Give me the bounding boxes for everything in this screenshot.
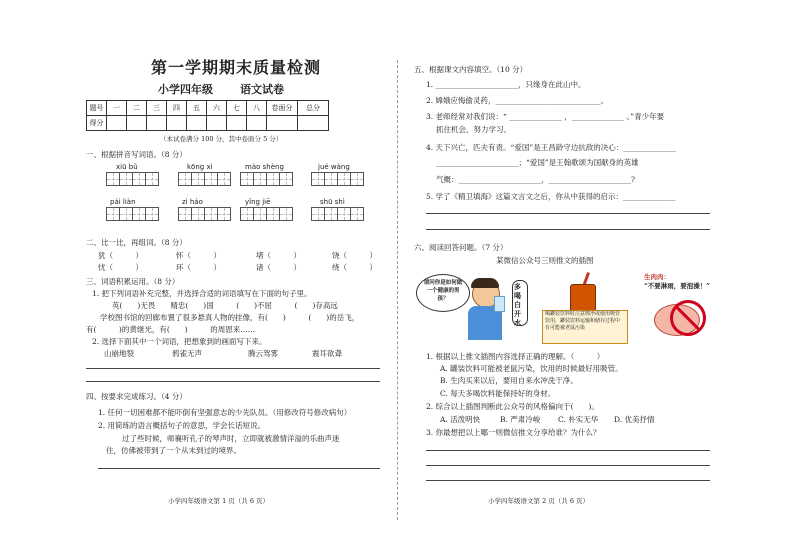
score-header-cell: 卷面分 <box>267 101 298 116</box>
score-cell[interactable] <box>247 116 267 131</box>
q3-line1: 学校图书馆的回廊布置了很多悬真人物的挂像，有( ) ( )的岳飞， <box>100 313 360 322</box>
q4-paragraph: 过了些时候，师襄听孔子的琴声时，立即就被激情洋溢的乐曲声迷 <box>122 434 340 443</box>
q5-line: 5. 学了《精卫填海》这篇文言文之后，你从中获得的启示：______________ <box>426 192 676 201</box>
q4-sub1: 1. 任何一切困难都不能吓倒有坚强意志的少先队员。（用修改符号修改病句） <box>98 408 352 417</box>
score-cell[interactable] <box>107 116 127 131</box>
q5-line: 3. 老师经常对我们说：“ ______________ ，______________ 。”青少年要 <box>426 112 665 121</box>
compare-item: 堵（ ） <box>256 251 301 260</box>
q6-option: D. 优美抒情 <box>614 415 655 424</box>
writing-grid[interactable] <box>178 172 230 186</box>
score-header-cell: 六 <box>207 101 227 116</box>
q6-option: B. 生肉买来以后，要用自来水冲洗干净。 <box>440 376 578 385</box>
pinyin-label: zì háo <box>182 198 203 206</box>
score-header-cell: 七 <box>227 101 247 116</box>
exam-note: （本试卷满分 100 分，其中卷面分 5 分） <box>160 135 283 143</box>
pinyin-label: shū shì <box>320 198 345 206</box>
page-footer: 小学四年级语文第 1 页（共 6 页） <box>168 497 270 505</box>
writing-grid[interactable] <box>178 207 230 221</box>
score-header-cell: 一 <box>107 101 127 116</box>
exam-subject: 语文试卷 <box>240 83 284 96</box>
score-cell[interactable] <box>147 116 167 131</box>
compare-item: 饶（ ） <box>332 251 377 260</box>
warning-text: 喝罐装饮料时注意擦净或使用吸管饮用，罐装饮料运输和储存过程中有可能被老鼠污染 <box>545 311 621 331</box>
pinyin-label: xiū bǔ <box>116 163 138 171</box>
illustration-caption: 某微信公众号三则推文的插图 <box>496 256 594 265</box>
pinyin-label: jué wàng <box>318 163 350 171</box>
score-row-label: 得分 <box>87 116 107 131</box>
pinyin-label: yǐng jiē <box>245 198 271 206</box>
answer-line[interactable] <box>426 465 710 466</box>
score-header-cell: 四 <box>167 101 187 116</box>
exam-grade: 小学四年级 <box>158 83 213 96</box>
score-cell[interactable] <box>127 116 147 131</box>
q3-words: 英( )无畏 精忠( )国 ( )不屈 ( )存高远 <box>112 301 338 310</box>
score-cell[interactable] <box>167 116 187 131</box>
q6-option: A. 活泼明快 <box>440 415 481 424</box>
idiom-option: 鸦雀无声 <box>172 349 202 358</box>
writing-grid[interactable] <box>106 207 158 221</box>
compare-item: 犹（ ） <box>98 251 143 260</box>
writing-grid[interactable] <box>311 207 363 221</box>
score-cell[interactable] <box>298 116 329 131</box>
idiom-option: 山崩地裂 <box>104 349 134 358</box>
pinyin-label: mào shèng <box>245 163 284 171</box>
exam-title: 第一学期期末质量检测 <box>151 58 322 77</box>
q6-question: 2. 综合以上插图判断此公众号的风格偏向于( )。 <box>426 402 599 411</box>
answer-line[interactable] <box>426 480 710 481</box>
meat-illustration <box>640 270 716 342</box>
q3-sub2: 2. 选择下面其中一个词语，把想象到的画面写下来。 <box>92 337 267 346</box>
score-header-cell: 二 <box>127 101 147 116</box>
score-header-cell: 八 <box>247 101 267 116</box>
q4-paragraph: 住，仿佛被带到了一个从未到过的境界。 <box>106 446 241 455</box>
boy-hair <box>471 278 499 288</box>
answer-line[interactable] <box>86 368 380 369</box>
writing-grid[interactable] <box>240 207 292 221</box>
q5-line: 抓住机会，努力学习。 <box>436 125 511 134</box>
score-header-cell: 三 <box>147 101 167 116</box>
compare-item: 忧（ ） <box>98 263 143 272</box>
meat-label: 生肉肉： <box>644 273 670 281</box>
q3-title: 三、词语积累运用。（8 分） <box>86 277 180 286</box>
writing-grid[interactable] <box>106 172 158 186</box>
q5-line: 1. ______________________，只缘身在此山中。 <box>426 80 586 89</box>
q5-line: 2. 嫦娥应悔偷灵药，____________________________。 <box>426 96 609 105</box>
q4-title: 四、按要求完成练习。（4 分） <box>86 392 187 401</box>
meat-quote: “不要淋雨，要泡澡！” <box>644 282 710 290</box>
water-glass <box>494 296 505 312</box>
q6-option: C. 朴实无华 <box>558 415 599 424</box>
q3-sub1: 1. 把下列词语补充完整，并选择合适的词语填写在下面的句子里。 <box>92 289 312 298</box>
q4-sub2: 2. 用简练的语言概括句子的意思，学会长话短说。 <box>98 421 266 430</box>
page-divider <box>397 60 398 520</box>
bubble-text: 请问你是如何做一个健康的男孩？ <box>423 280 463 302</box>
answer-line[interactable] <box>98 468 380 469</box>
page-footer: 小学四年级语文第 2 页（共 6 页） <box>488 497 590 505</box>
compare-item: 绕（ ） <box>332 263 377 272</box>
pinyin-label: kōng xì <box>187 163 213 171</box>
water-sign-text: 多喝白开水 <box>514 282 521 327</box>
q6-question: 1. 根据以上推文插图内容选择正确的理解。（ ） <box>426 352 605 361</box>
idiom-option: 腾云驾雾 <box>248 349 278 358</box>
score-header-cell: 总分 <box>298 101 329 116</box>
score-header-cell: 五 <box>187 101 207 116</box>
score-cell[interactable] <box>227 116 247 131</box>
q6-option: C. 每天多喝饮料能保持好的身材。 <box>440 389 556 398</box>
q5-line: ______________________；“爱国”是王翰歌颂为国献身的英雄 <box>436 158 639 167</box>
q5-title: 五、根据课文内容填空。（10 分） <box>414 65 528 74</box>
q1-title: 一、根据拼音写词语。（8 分） <box>86 150 187 159</box>
answer-line[interactable] <box>86 381 380 382</box>
answer-line[interactable] <box>426 229 710 230</box>
score-cell[interactable] <box>267 116 298 131</box>
pinyin-label: pái liàn <box>110 198 136 206</box>
can-illustration <box>540 270 630 342</box>
compare-item: 环（ ） <box>176 263 221 272</box>
q6-title: 六、阅读回答问题。（7 分） <box>414 243 508 252</box>
q6-option: A. 罐装饮料可能被老鼠污染，饮用的时候最好用吸管。 <box>440 364 623 373</box>
boy-illustration <box>416 270 528 342</box>
q6-question: 3. 你最想把以上哪一则微信推文分享给谁？为什么？ <box>426 428 601 437</box>
compare-item: 怀（ ） <box>176 251 221 260</box>
q5-line: 气概：______________________，______________________? <box>436 175 636 184</box>
score-header-cell: 题号 <box>87 101 107 116</box>
q3-line2: 有( )的黄继光，有( ) 的周恩来…… <box>86 325 256 334</box>
q2-title: 二、比一比，再组词。（8 分） <box>86 238 187 247</box>
q6-option: B. 严肃冷峻 <box>500 415 541 424</box>
writing-grid[interactable] <box>311 172 363 186</box>
score-table <box>86 100 329 131</box>
score-cell[interactable] <box>207 116 227 131</box>
q5-line: 4. 天下兴亡，匹夫有责。“爱国”是王昌龄守边抗敌的决心：______________ <box>426 143 676 152</box>
compare-item: 诸（ ） <box>256 263 301 272</box>
answer-line[interactable] <box>426 213 710 214</box>
answer-line[interactable] <box>426 450 710 451</box>
score-cell[interactable] <box>187 116 207 131</box>
writing-grid[interactable] <box>240 172 292 186</box>
idiom-option: 震耳欲聋 <box>312 349 342 358</box>
